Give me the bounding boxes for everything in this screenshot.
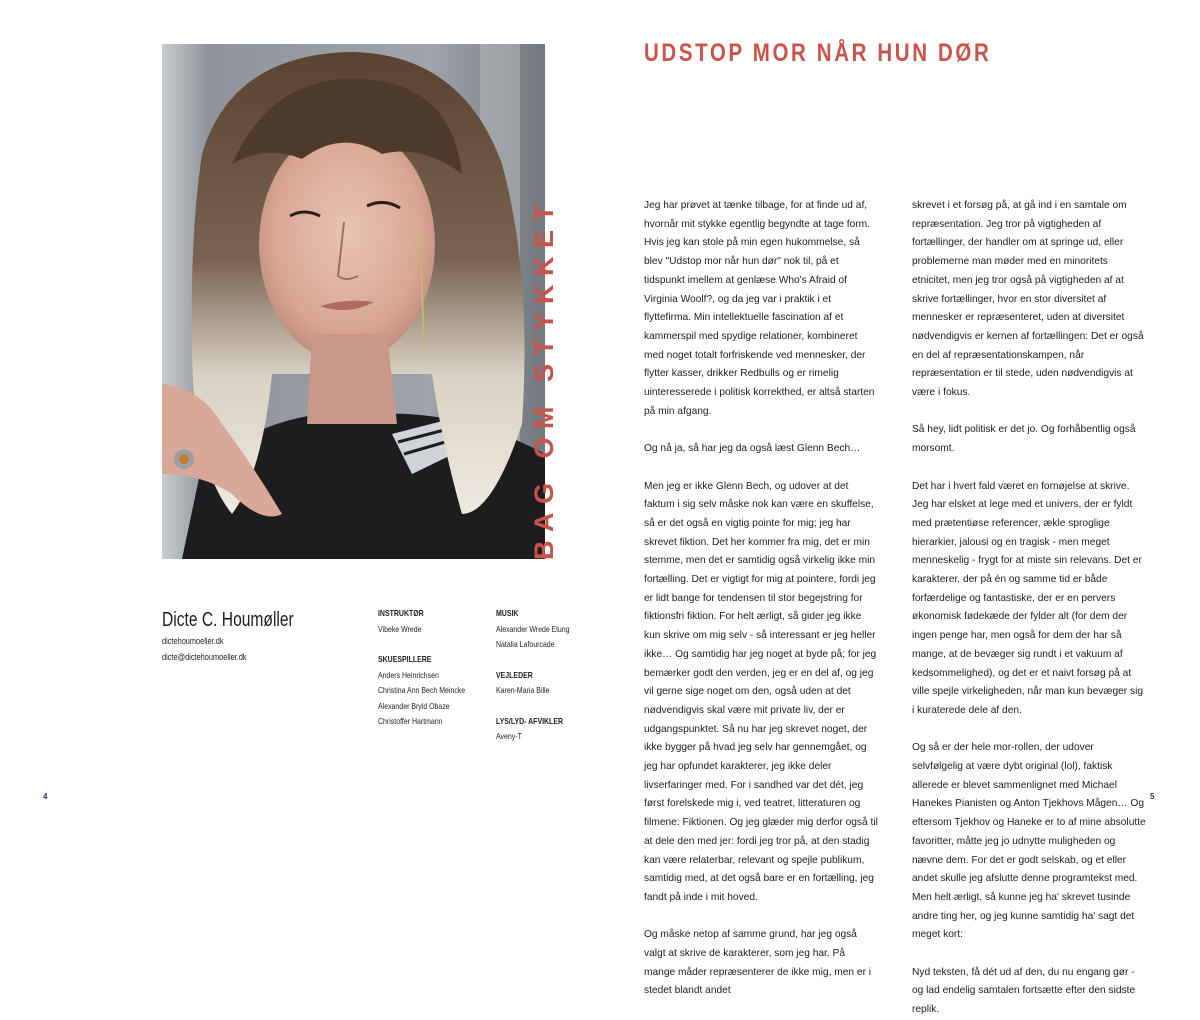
credits-column-right: [496, 606, 569, 745]
article-title: UDSTOP MOR NÅR HUN DØR: [644, 39, 992, 67]
paragraph: Og nå ja, så har jeg da også læst Glenn Bech…: [644, 443, 861, 455]
paragraph: Men jeg er ikke Glenn Bech, og udover at det faktum i sig selv måske nok kan være en skuffelse, så er det også en vigtig pointe for mig; jeg har skrevet fiktion. Det her kommer fra mig, det er min stemme, men det er samtidig også virkelig ikke min fortælling. Det er vigtigt for mig at pointere, fordi jeg er lidt bange for tendensen til stor begejstring for fiktionsfri fiktion. For helt ærligt, så gider jeg ikke kun skrive om mig selv - så interessant er jeg heller ikke… Og samtidig har jeg noget at byde på; for jeg bemærker godt den verden, jeg er en del af, og jeg vil gerne sige noget om den, også uden at det nødvendigvis skal være mit private liv, der er udgangspunktet. Så nu har jeg skrevet noget, der ikke bygger på hvad jeg selv har gennemgået, og jeg har opfundet karakterer, jeg ikke deler livserfaringer med. For i sandhed var det dét, jeg først forelskede mig i, ved teatret, litteraturen og filmene: Fiktionen. Og jeg glæder mig derfor også til at dele den med jer: fordi jeg tror på, at den stadig kan være relaterbar, relevant og spejle publikum, samtidig med, at det også bare er en fortælling, jeg fandt på inde i mit hoved.: [644, 480, 878, 903]
credit-heading: INSTRUKTØR: [378, 608, 424, 618]
credit-name: Anders Heinrichsen: [378, 669, 439, 680]
credit-name: Alexander Bryld Obaze: [378, 700, 450, 711]
paragraph: Jeg har prøvet at tænke tilbage, for at finde ud af, hvornår mit stykke egentlig begyndte at tage form. Hvis jeg kan stole på min egen hukommelse, så blev "Udstop mor når hun dør" nok til, på et tidspunkt imellem at genlæse Who's Afraid of Virginia Woolf?, og da jeg var i praktik i et flyttefirma. Min intellektuelle fascination af et kammerspil med spydige relationer, kombineret med noget totalt forfriskende ved mennesker, der flytter kasser, drikker Redbulls og er rimelig uinteresserede i politisk korrekthed, er altså starten på min afgang.: [644, 200, 875, 417]
paragraph: Så hey, lidt politisk er det jo. Og forhåbentlig også morsomt.: [912, 424, 1136, 455]
credit-name: Karen-Maria Bille: [496, 685, 550, 695]
credit-heading: VEJLEDER: [496, 669, 533, 680]
credit-name: Natalia Lafourcade: [496, 639, 555, 649]
author-website: dictehoumoeller.dk: [162, 636, 224, 646]
paragraph: Nyd teksten, få dét ud af den, du nu engang gør - og lad endelig samtalen fortsætte efter den sidste replik.: [912, 966, 1136, 1016]
credit-name: Aveny-T: [496, 731, 522, 741]
credit-heading: LYS/LYD- AFVIKLER: [496, 715, 564, 726]
author-name: Dicte C. Houmøller: [162, 609, 294, 631]
page-number-left: 4: [43, 792, 48, 801]
author-email: dicte@dictehoumoeller.dk: [162, 652, 247, 662]
portrait-illustration: [162, 44, 545, 559]
credit-name: Alexander Wrede Elung: [496, 623, 570, 634]
credit-name: Christoffer Hartmann: [378, 716, 443, 726]
paragraph: Og så er der hele mor-rollen, der udover selvfølgelig at være dybt original (lol), faktisk allerede er blevet sammenlignet med Michael Hanekes Pianisten og Anton Tjekhovs Mågen… Og eftersom Tjekhov og Haneke er to af mine absolutte favoritter, måtte jeg jo udnytte muligheden og nævne dem. For det er godt selskab, og et eller andet skulle jeg afslutte denne programtekst med. Men helt ærligt, så kunne jeg ha' skrevet tusinde andre ting her, og jeg kunne samtidig ha' sagt det meget kort:: [912, 742, 1146, 941]
credits-column-left: [378, 606, 465, 730]
paragraph: Og måske netop af samme grund, har jeg også valgt at skrive de karakterer, som jeg har. På mange måder repræsenterer de ikke mig, men er i stedet blandt andet: [644, 929, 872, 997]
credit-name: Vibeke Wrede: [378, 623, 422, 634]
page-number-right: 5: [1150, 792, 1155, 801]
body-column-right: [912, 197, 1146, 1020]
author-portrait-photo: [162, 44, 545, 559]
credit-heading: SKUESPILLERE: [378, 654, 432, 664]
paragraph: Det har i hvert fald været en fornøjelse at skrive. Jeg har elsket at lege med et univers, der er fyldt med prætentiøse referencer, ækle sproglige hierarkier, jalousi og en tragisk - men meget menneskelig - frygt for at miste sin relevans. Det er karakterer, der på én og samme tid er både forfærdelige og fantastiske, der er en pervers økonomisk fødekæde der fylder alt (for dem der ingen penge har, men også for dem der har så mange, at de bevæger sig rundt i et vakuum af kedsommelighed), og det er et naivt forsøg på at ville spejle virkeligheden, når man kun bevæger sig i kuraterede dele af den.: [912, 480, 1144, 716]
paragraph: skrevet i et forsøg på, at gå ind i en samtale om repræsentation. Jeg tror på vigtigheden af fortællinger, der handler om at springe ud, eller problemerne man møder med en minoritets etnicitet, men jeg tror også på vigtigheden af at skrive fortællinger, hvor en stor diversitet af mennesker er repræsenteret, uden at diversitet nødvendigvis er kernen af fortællingen: Det er også en del af repræsentationskampen, når repræsentation er til stede, uden nødvendigvis at være i fokus.: [912, 200, 1144, 399]
credit-heading: MUSIK: [496, 608, 519, 618]
body-column-left: [644, 197, 878, 1001]
section-vertical-title: BAG OM STYKKET: [529, 196, 559, 560]
credit-name: Christina Ann Bech Meincke: [378, 685, 466, 695]
